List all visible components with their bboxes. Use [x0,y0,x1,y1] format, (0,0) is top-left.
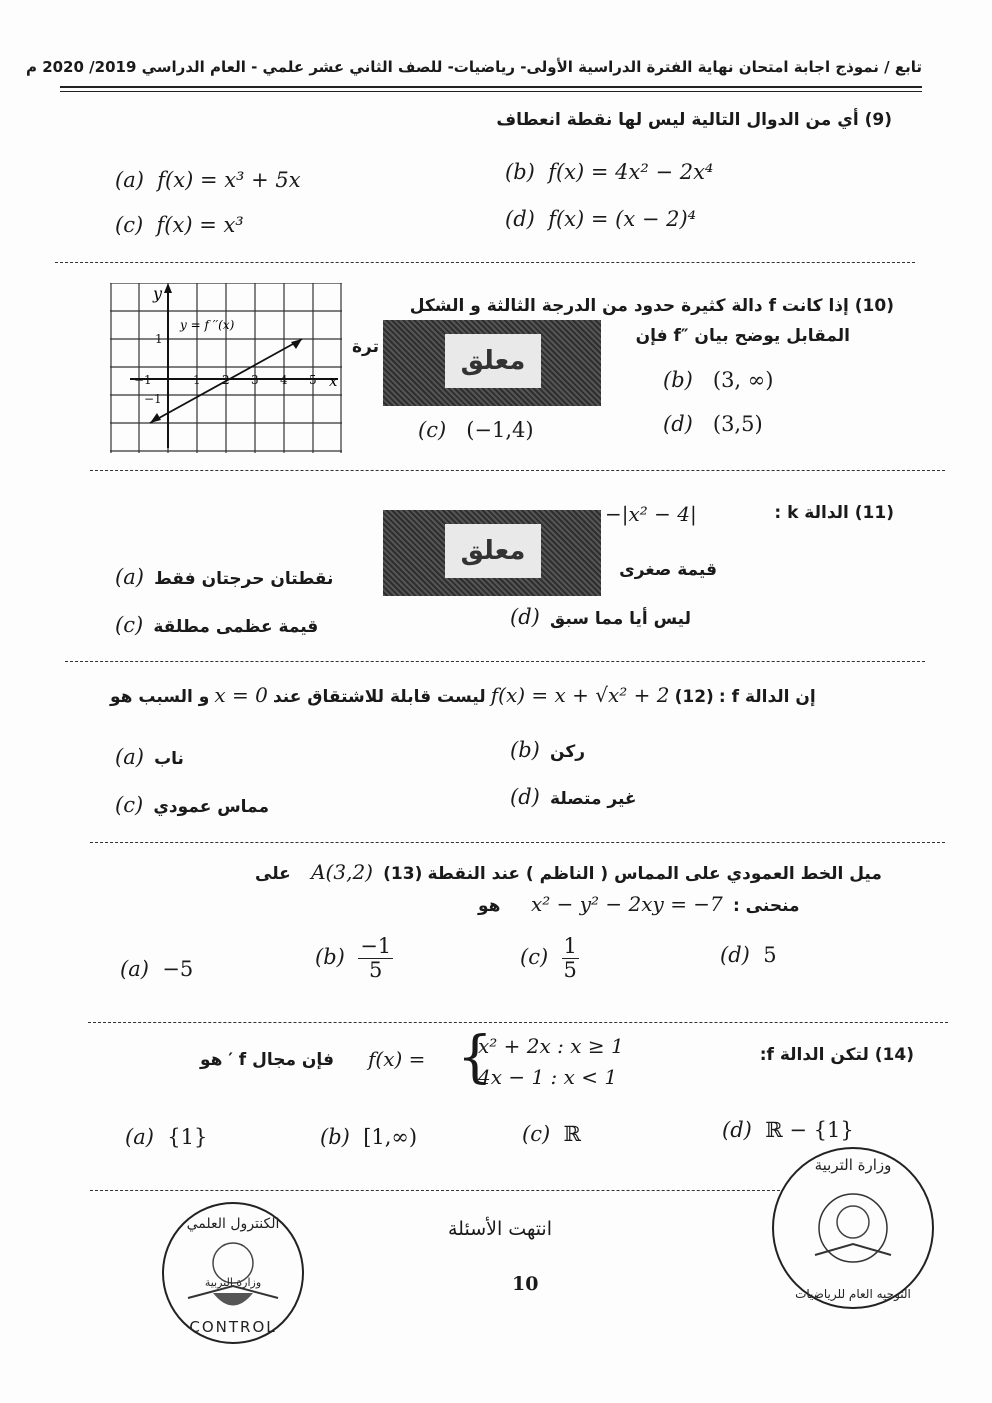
q11-option-d: (d) ليس أيا مما سبق [510,605,692,629]
x-tick: 2 [222,373,230,387]
page-header: تابع / نموذج اجابة امتحان نهاية الفترة الدراسية الأولى- رياضيات- للصف الثاني عشر علمي - العام الدراسي 2019/ 2020 م [25,58,922,76]
q11-question: (11) الدالة k : [774,503,894,523]
control-stamp [158,1198,308,1348]
separator [88,1022,948,1023]
separator [90,842,945,843]
q10-question-line1: (10) إذا كانت f دالة كثيرة حدود من الدرجة الثالثة و الشكل [409,296,894,316]
q9-number: (9) [864,110,892,130]
stamp-top-text: الكنترول العلمي [186,1216,280,1232]
q12-option-a: (a) ناب [115,745,184,769]
stamp-top-text: وزارة التربية [814,1156,892,1174]
q13-question-line2: هو x² − y² − 2xy = −7 منحنى : [478,892,800,916]
header-rule [60,86,922,88]
q12-question: و السبب هو x = 0 ليست قابلة للاشتقاق عند f(x) = x + √x² + 2 إن الدالة f : (12) [110,683,816,707]
y-tick: −1 [144,392,162,406]
y-tick: 1 [155,332,163,346]
q13-option-d: (d) 5 [720,943,777,967]
q10-option-d: (d) (3,5) [663,412,763,436]
q10-question-tail: ترة [352,337,379,357]
q13-option-b: (b) $\frac{-1}{5}$ [315,934,392,983]
q11-option-a: (a) نقطتان حرجتان فقط [115,565,334,589]
x-tick: 1 [193,373,201,387]
q14-fx: f(x) = [368,1047,426,1071]
q11-option-b-text: قيمة صغرى [619,560,717,580]
stamp-mid-text: وزارة التربية [204,1276,262,1289]
q13-option-c: (c) $\frac{1}{5}$ [520,934,577,983]
q14-tail: فإن مجال f ′ هو [200,1050,334,1070]
q9-option-b: (b) f(x) = 4x² − 2x⁴ [505,160,714,184]
q10-redacted-block [383,320,601,406]
q14-case1: x² + 2x : x ≥ 1 [478,1034,624,1058]
q10-question-line2: المقابل يوضح بيان ″f فإن [635,326,850,346]
header-rule-thin [60,91,922,92]
x-tick: −1 [134,373,152,387]
q9-option-c: (c) f(x) = x³ [115,213,244,237]
q10-graph [110,283,342,453]
q14-option-b: (b) [1,∞) [320,1125,418,1149]
x-tick: 3 [251,373,259,387]
end-of-questions: انتهت الأسئلة [448,1218,552,1240]
stamp-bottom-text: التوجيه العام للرياضيات [795,1287,911,1301]
redacted-label: معلق [445,334,541,388]
q11-redacted-block [383,510,601,596]
x-tick: 4 [280,373,288,387]
q12-option-d: (d) غير متصلة [510,785,637,809]
q12-option-b: (b) ركن [510,738,585,762]
stamp-bottom-text: CONTROL [189,1318,277,1336]
curve-label: y = f ′′(x) [180,318,235,332]
q14-brace: { [457,1025,493,1090]
ministry-stamp [765,1140,940,1315]
q12-option-c: (c) مماس عمودي [115,793,269,817]
y-axis-label: y [153,284,163,303]
q9-option-d: (d) f(x) = (x − 2)⁴ [505,207,697,231]
q14-question-label: (14) لتكن الدالة f: [759,1045,914,1065]
separator [90,1190,780,1191]
q14-option-d: (d) ℝ − {1} [722,1118,854,1142]
separator [55,262,915,263]
page-number: 10 [512,1273,539,1295]
separator [90,470,945,471]
q14-option-c: (c) ℝ [522,1122,581,1146]
q11-option-c: (c) قيمة عظمى مطلقة [115,613,319,637]
q9-text: أي من الدوال التالية ليس لها نقطة انعطاف [496,110,859,130]
q13-question-line1: على A(3,2) ميل الخط العمودي على المماس ( الناظم ) عند النقطة (13) [255,860,882,884]
q13-option-a: (a) −5 [120,957,194,981]
q14-option-a: (a) {1} [125,1125,208,1149]
q9-question [496,110,892,130]
x-axis-label: x [329,372,338,390]
separator [65,661,925,662]
q14-case2: 4x − 1 : x < 1 [478,1065,618,1089]
q11-expr: −|x² − 4| [605,502,697,526]
q10-option-c: (c) (−1,4) [418,418,534,442]
redacted-label: معلق [445,524,541,578]
x-tick: 5 [309,373,317,387]
q10-option-b: (b) (3, ∞) [663,368,774,392]
q9-option-a: (a) f(x) = x³ + 5x [115,168,301,192]
